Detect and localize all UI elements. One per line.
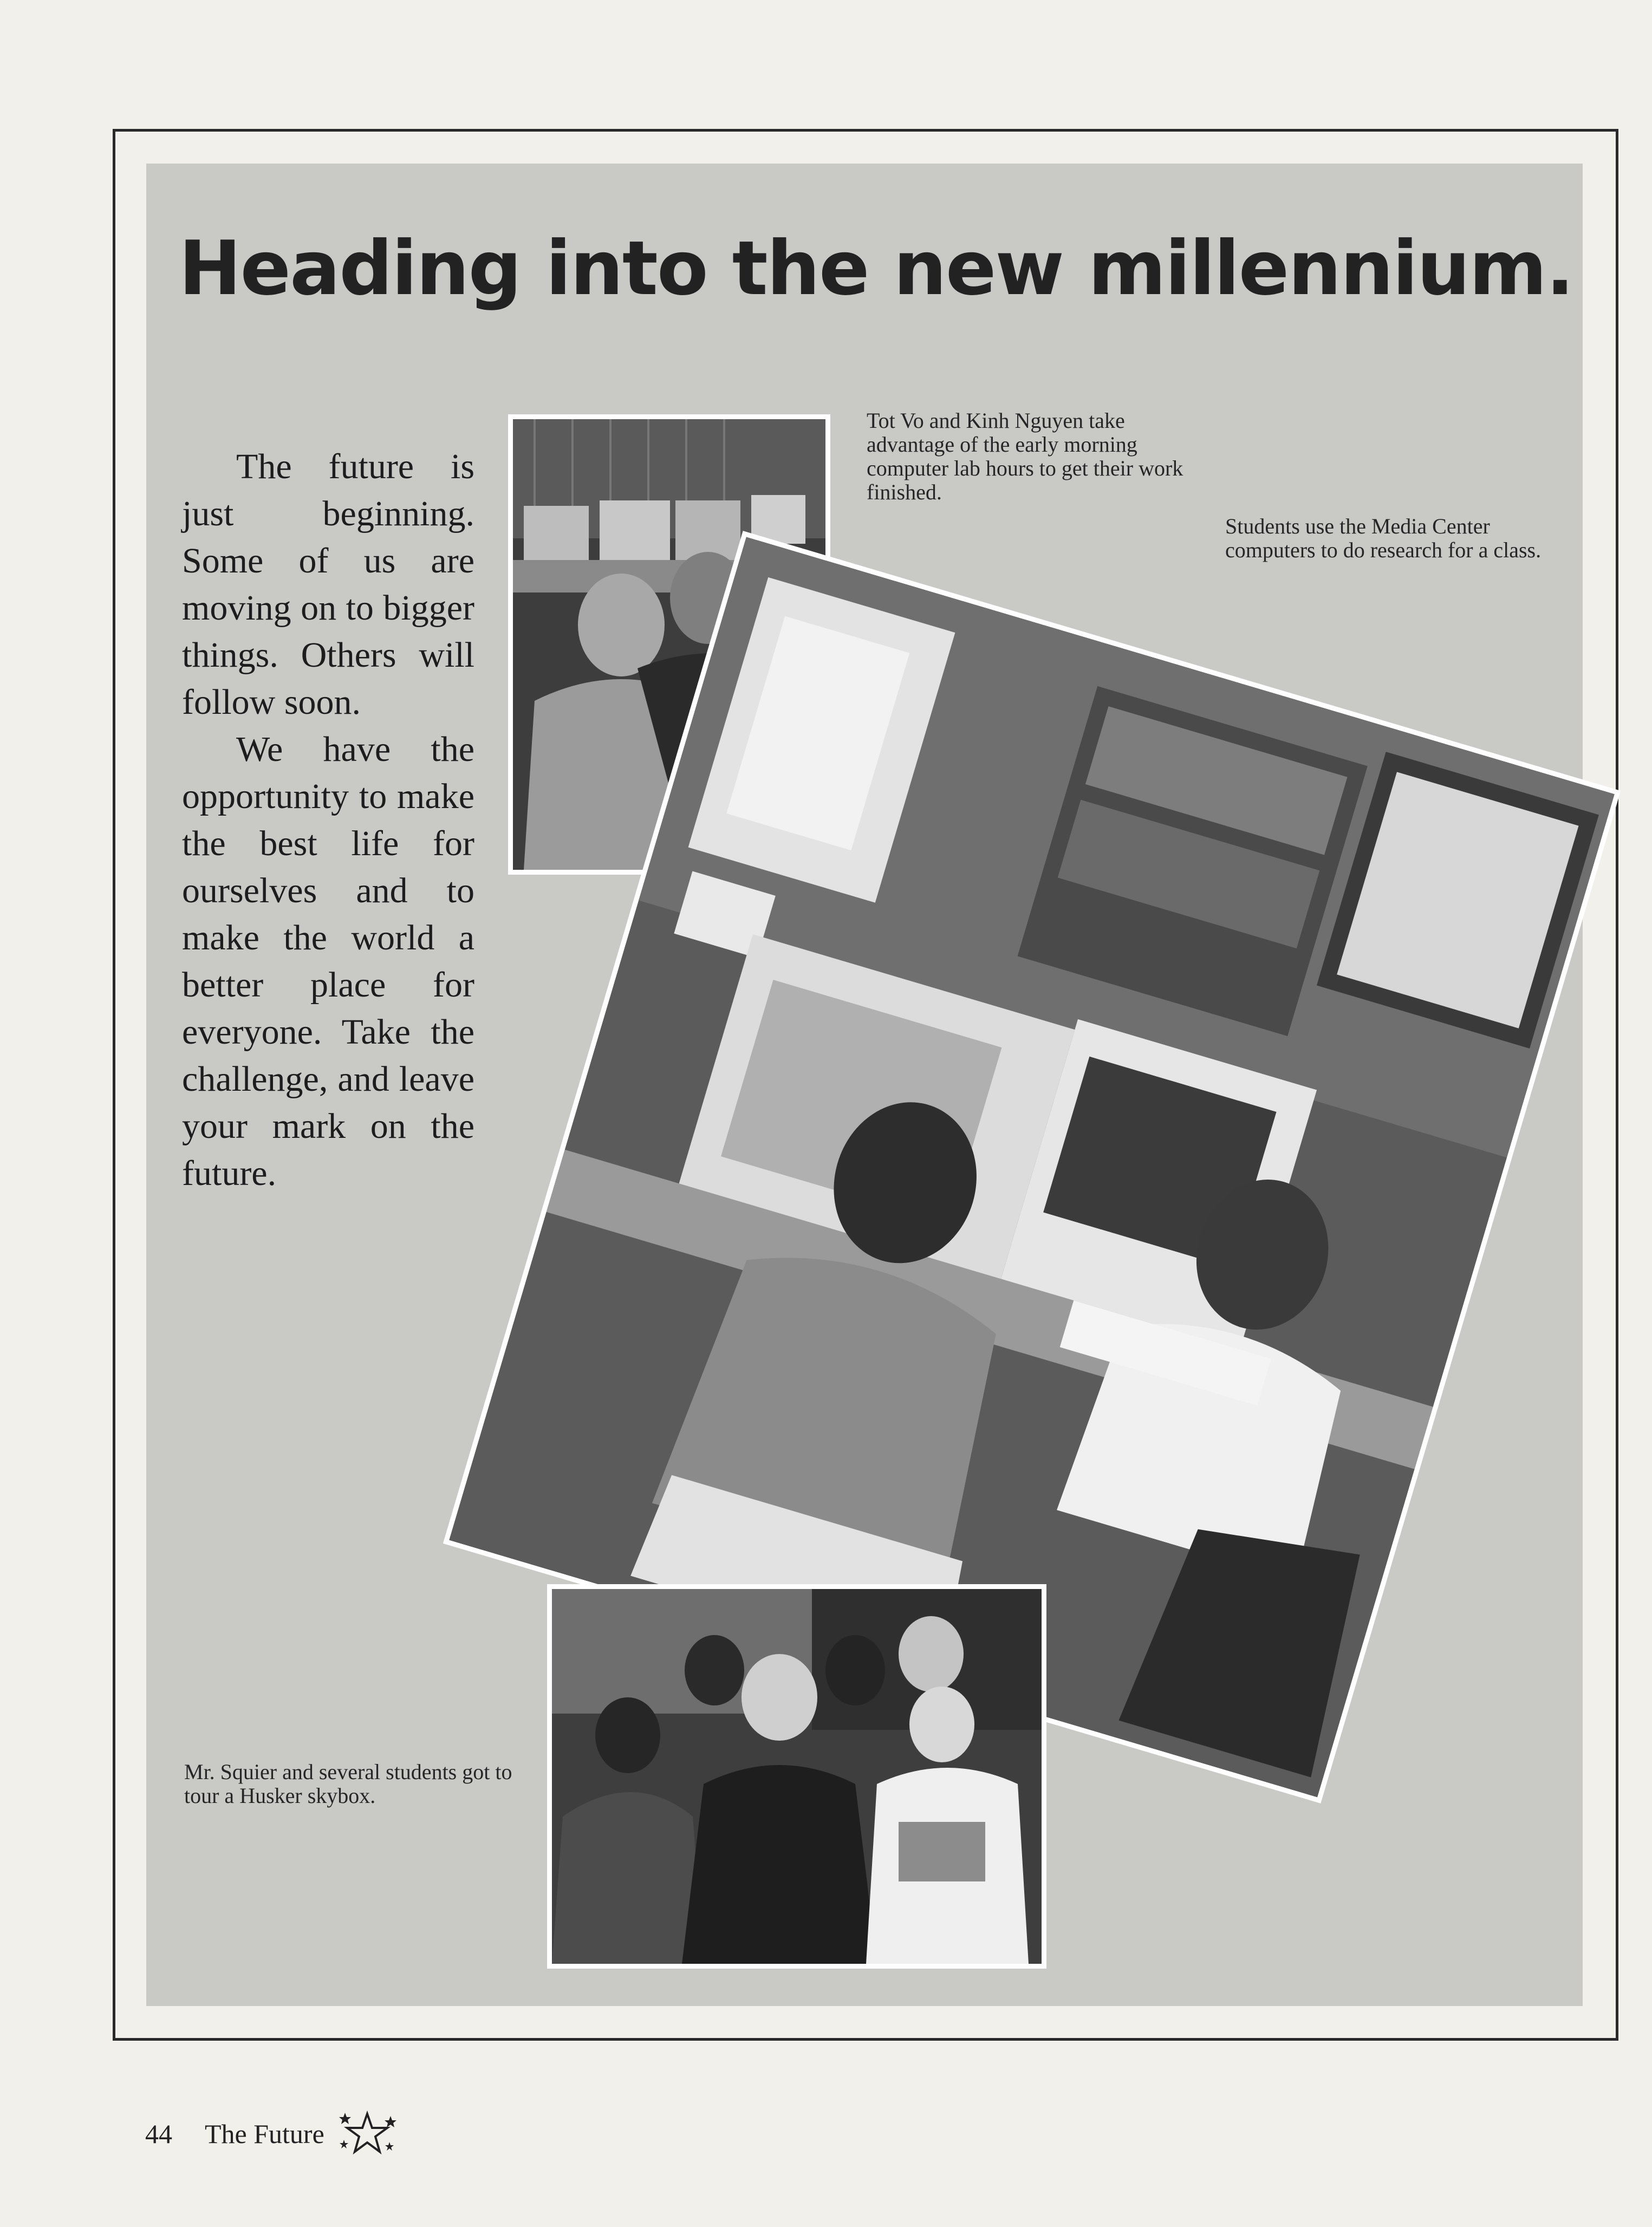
skybox-image (552, 1589, 1042, 1964)
intro-text (182, 443, 474, 1197)
caption-computer-lab: Tot Vo and Kinh Nguyen take advantage of the early morning computer lab hours to get their work finished. (867, 408, 1183, 504)
page-headline: Heading into the new millennium. (179, 225, 1573, 312)
stars-icon (337, 2109, 397, 2158)
intro-paragraph-1: The future is just beginning. Some of us are moving on to bigger things. Others will follow soon. (182, 447, 474, 722)
page-number: 44 (145, 2119, 172, 2149)
intro-paragraph-2: We have the opportunity to make the best life for ourselves and to make the world a better place for everyone. Take the challenge, and leave your mark on the future. (182, 730, 474, 1193)
caption-media-center: Students use the Media Center computers to do research for a class. (1225, 514, 1542, 562)
caption-skybox: Mr. Squier and several students got to tour a Husker skybox. (184, 1760, 512, 1808)
photo-skybox (547, 1584, 1046, 1969)
page-footer (145, 2109, 397, 2158)
section-name: The Future (205, 2119, 324, 2149)
